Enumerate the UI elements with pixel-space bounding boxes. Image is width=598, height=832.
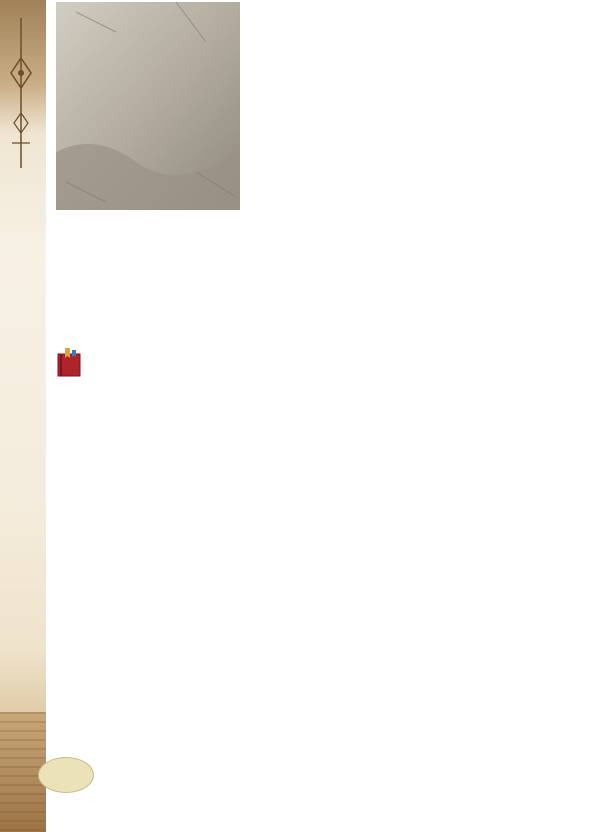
pilate-stone-photo [56,2,240,210]
left-margin-decoration [0,0,46,832]
book-icon [56,348,84,378]
ornament-icon [6,18,36,168]
page-number [38,757,94,793]
